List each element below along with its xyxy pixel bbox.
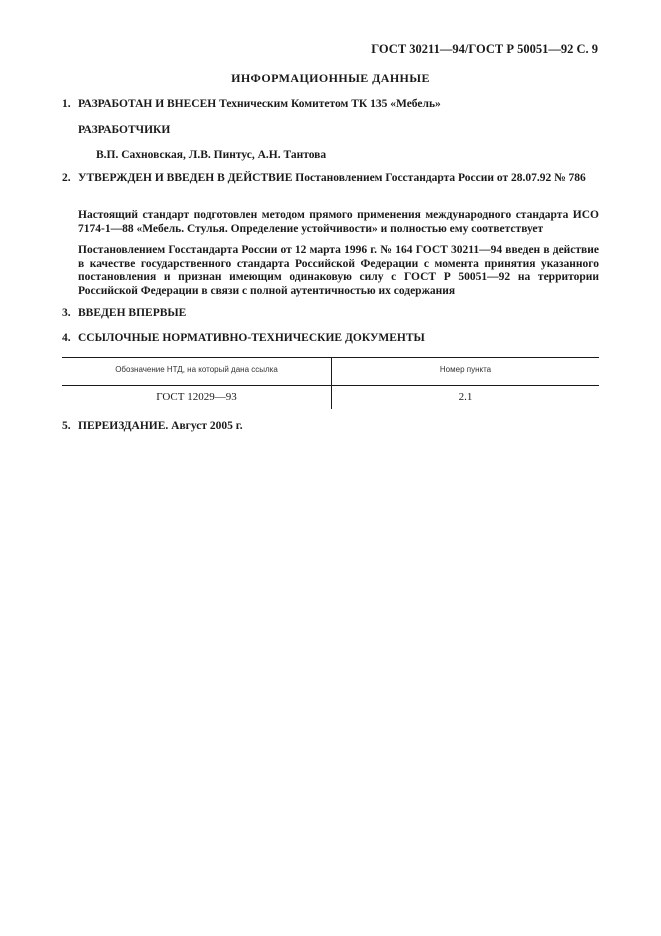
- item-number: 4.: [62, 332, 71, 344]
- item-text: РАЗРАБОТАН И ВНЕСЕН Техническим Комитетом ТК 135 «Мебель»: [78, 98, 441, 110]
- table-cell-clause: 2.1: [458, 391, 473, 403]
- table-header-ntd: Обозначение НТД, на который дана ссылка: [115, 365, 278, 374]
- item-text: ССЫЛОЧНЫЕ НОРМАТИВНО-ТЕХНИЧЕСКИЕ ДОКУМЕНТЫ: [78, 332, 425, 344]
- item-2: [62, 172, 599, 186]
- item-number: 2.: [62, 172, 71, 184]
- item-1: [62, 98, 602, 112]
- item-number: 3.: [62, 307, 71, 319]
- table-cell-ntd: ГОСТ 12029—93: [156, 391, 237, 403]
- table-header-clause: Номер пункта: [439, 365, 492, 374]
- paragraph-standard-prepared: Настоящий стандарт подготовлен методом прямого применения международного стандарта ИСО 7174-1—88 «Мебель. Стулья. Определение устойчивости» и полностью ему соответствует: [78, 209, 599, 235]
- section-title: ИНФОРМАЦИОННЫЕ ДАННЫЕ: [231, 71, 430, 85]
- reference-table: [62, 357, 599, 409]
- item-4: [62, 332, 599, 346]
- item-number: 5.: [62, 420, 71, 432]
- page-header-code: ГОСТ 30211—94/ГОСТ Р 50051—92 С. 9: [371, 42, 598, 56]
- item-3: [62, 307, 599, 321]
- developers-names: В.П. Сахновская, Л.В. Пинтус, А.Н. Тантова: [96, 149, 327, 161]
- item-text: ПЕРЕИЗДАНИЕ. Август 2005 г.: [78, 420, 243, 432]
- item-number: 1.: [62, 98, 71, 110]
- developers-heading: РАЗРАБОТЧИКИ: [78, 124, 171, 136]
- item-5: [62, 420, 599, 434]
- item-text: ВВЕДЕН ВПЕРВЫЕ: [78, 307, 187, 319]
- paragraph-resolution: Постановлением Госстандарта России от 12 марта 1996 г. № 164 ГОСТ 30211—94 введен в действие в качестве государственного стандарта Российской Федерации с момента принятия указанного постановления и признан имеющим одинаковую силу с ГОСТ Р 50051—92 на территории Российской Федерации в связи с полной аутентичностью их содержания: [78, 244, 599, 297]
- item-text: УТВЕРЖДЕН И ВВЕДЕН В ДЕЙСТВИЕ Постановлением Госстандарта России от 28.07.92 № 786: [78, 172, 586, 184]
